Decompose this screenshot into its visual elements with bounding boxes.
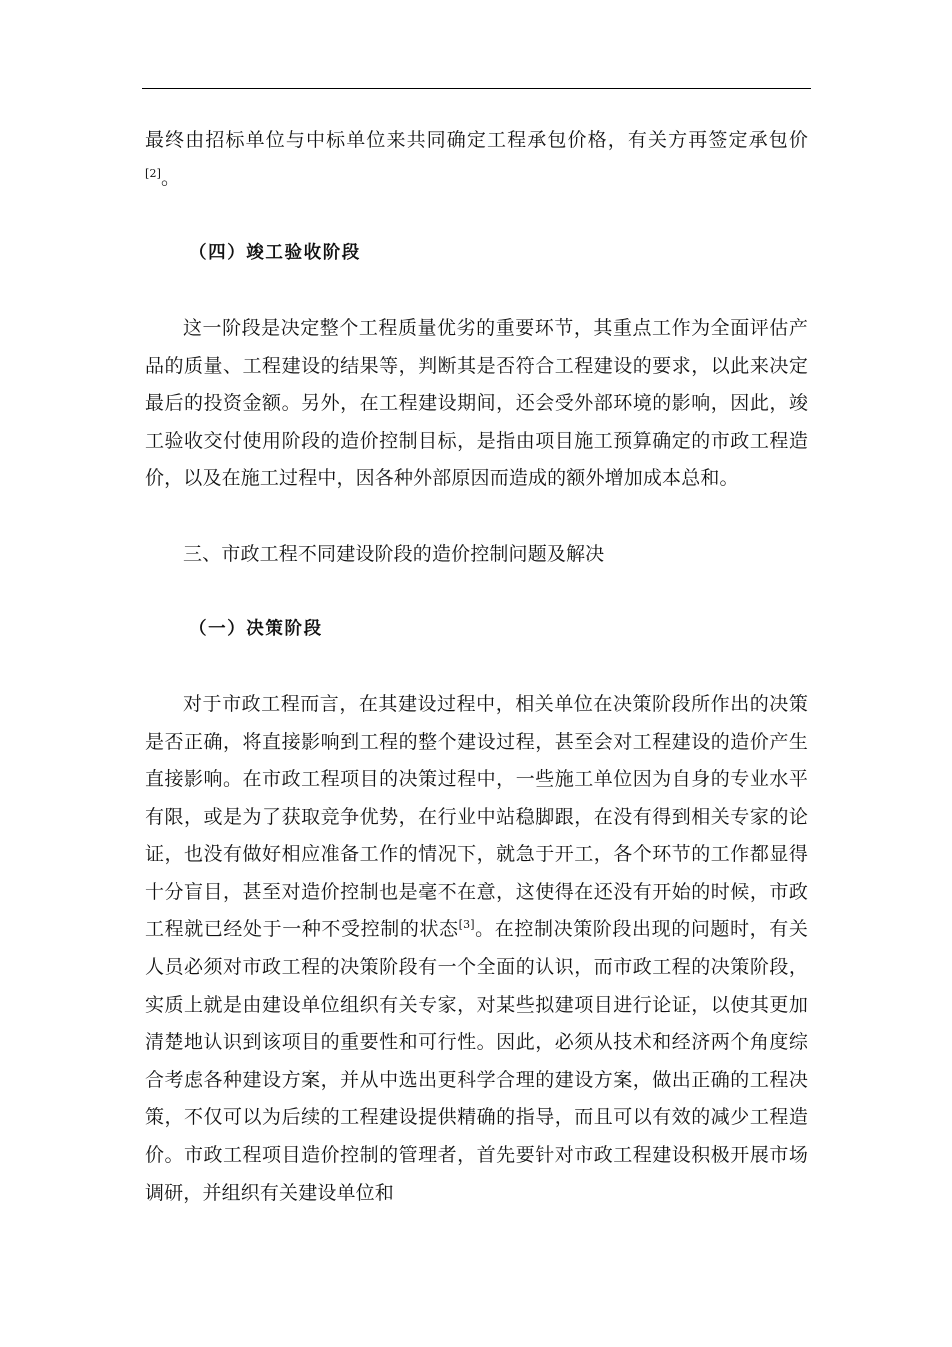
spacer <box>145 197 808 235</box>
paragraph-text: 对于市政工程而言，在其建设过程中，相关单位在决策阶段所作出的决策是否正确，将直接影响到工程的整个建设过程，甚至会对工程建设的造价产生直接影响。在市政工程项目的决策过程中，一些施工单位因为自身的专业水平有限，或是为了获取竞争优势，在行业中站稳脚跟，在没有得到相关专家的论证，也没有做好相应准备工作的情况下，就急于开工，各个环节的工作都显得十分盲目，甚至对造价控制也是毫不在意，这使得在还没有开始的时候，市政工程就已经处于一种不受控制的状态 <box>145 692 808 941</box>
spacer <box>145 498 808 536</box>
header-rule <box>142 88 811 89</box>
paragraph-acceptance-stage: 这一阶段是决定整个工程质量优劣的重要环节，其重点工作为全面评估产品的质量、工程建设的结果等，判断其是否符合工程建设的要求，以此来决定最后的投资金额。另外，在工程建设期间，还会受外部环境的影响，因此，竣工验收交付使用阶段的造价控制目标，是指由项目施工预算确定的市政工程造价，以及在施工过程中，因各种外部原因而造成的额外增加成本总和。 <box>145 316 808 490</box>
paragraph-text: 。在控制决策阶段出现的问题时，有关人员必须对市政工程的决策阶段有一个全面的认识，而市政工程的决策阶段，实质上就是由建设单位组织有关专家，对某些拟建项目进行论证，以使其更加清楚地认识到该项目的重要性和可行性。因此，必须从技术和经济两个角度综合考虑各种建设方案，并从中选出更科学合理的建设方案，做出正确的工程决策，不仅可以为后续的工程建设提供精确的指导，而且可以有效的减少工程造价。市政工程项目造价控制的管理者，首先要针对市政工程建设积极开展市场调研，并组织有关建设单位和 <box>145 918 808 1204</box>
paragraph-end: 。 <box>161 166 181 189</box>
paragraph-text: 最终由招标单位与中标单位来共同确定工程承包价格，有关方再签定承包价 <box>145 129 808 151</box>
spacer <box>145 573 808 611</box>
page-body <box>145 122 808 1212</box>
section-heading: 三、市政工程不同建设阶段的造价控制问题及解决 <box>183 542 605 565</box>
subheading-decision-stage: （一）决策阶段 <box>189 618 323 639</box>
subheading-completion-acceptance: （四）竣工验收阶段 <box>189 242 361 263</box>
spacer <box>145 648 808 686</box>
citation: [3] <box>458 918 475 932</box>
paragraph-continuation <box>145 122 808 197</box>
citation: [2] <box>145 166 162 180</box>
paragraph-decision-stage <box>145 686 808 1212</box>
spacer <box>145 272 808 310</box>
